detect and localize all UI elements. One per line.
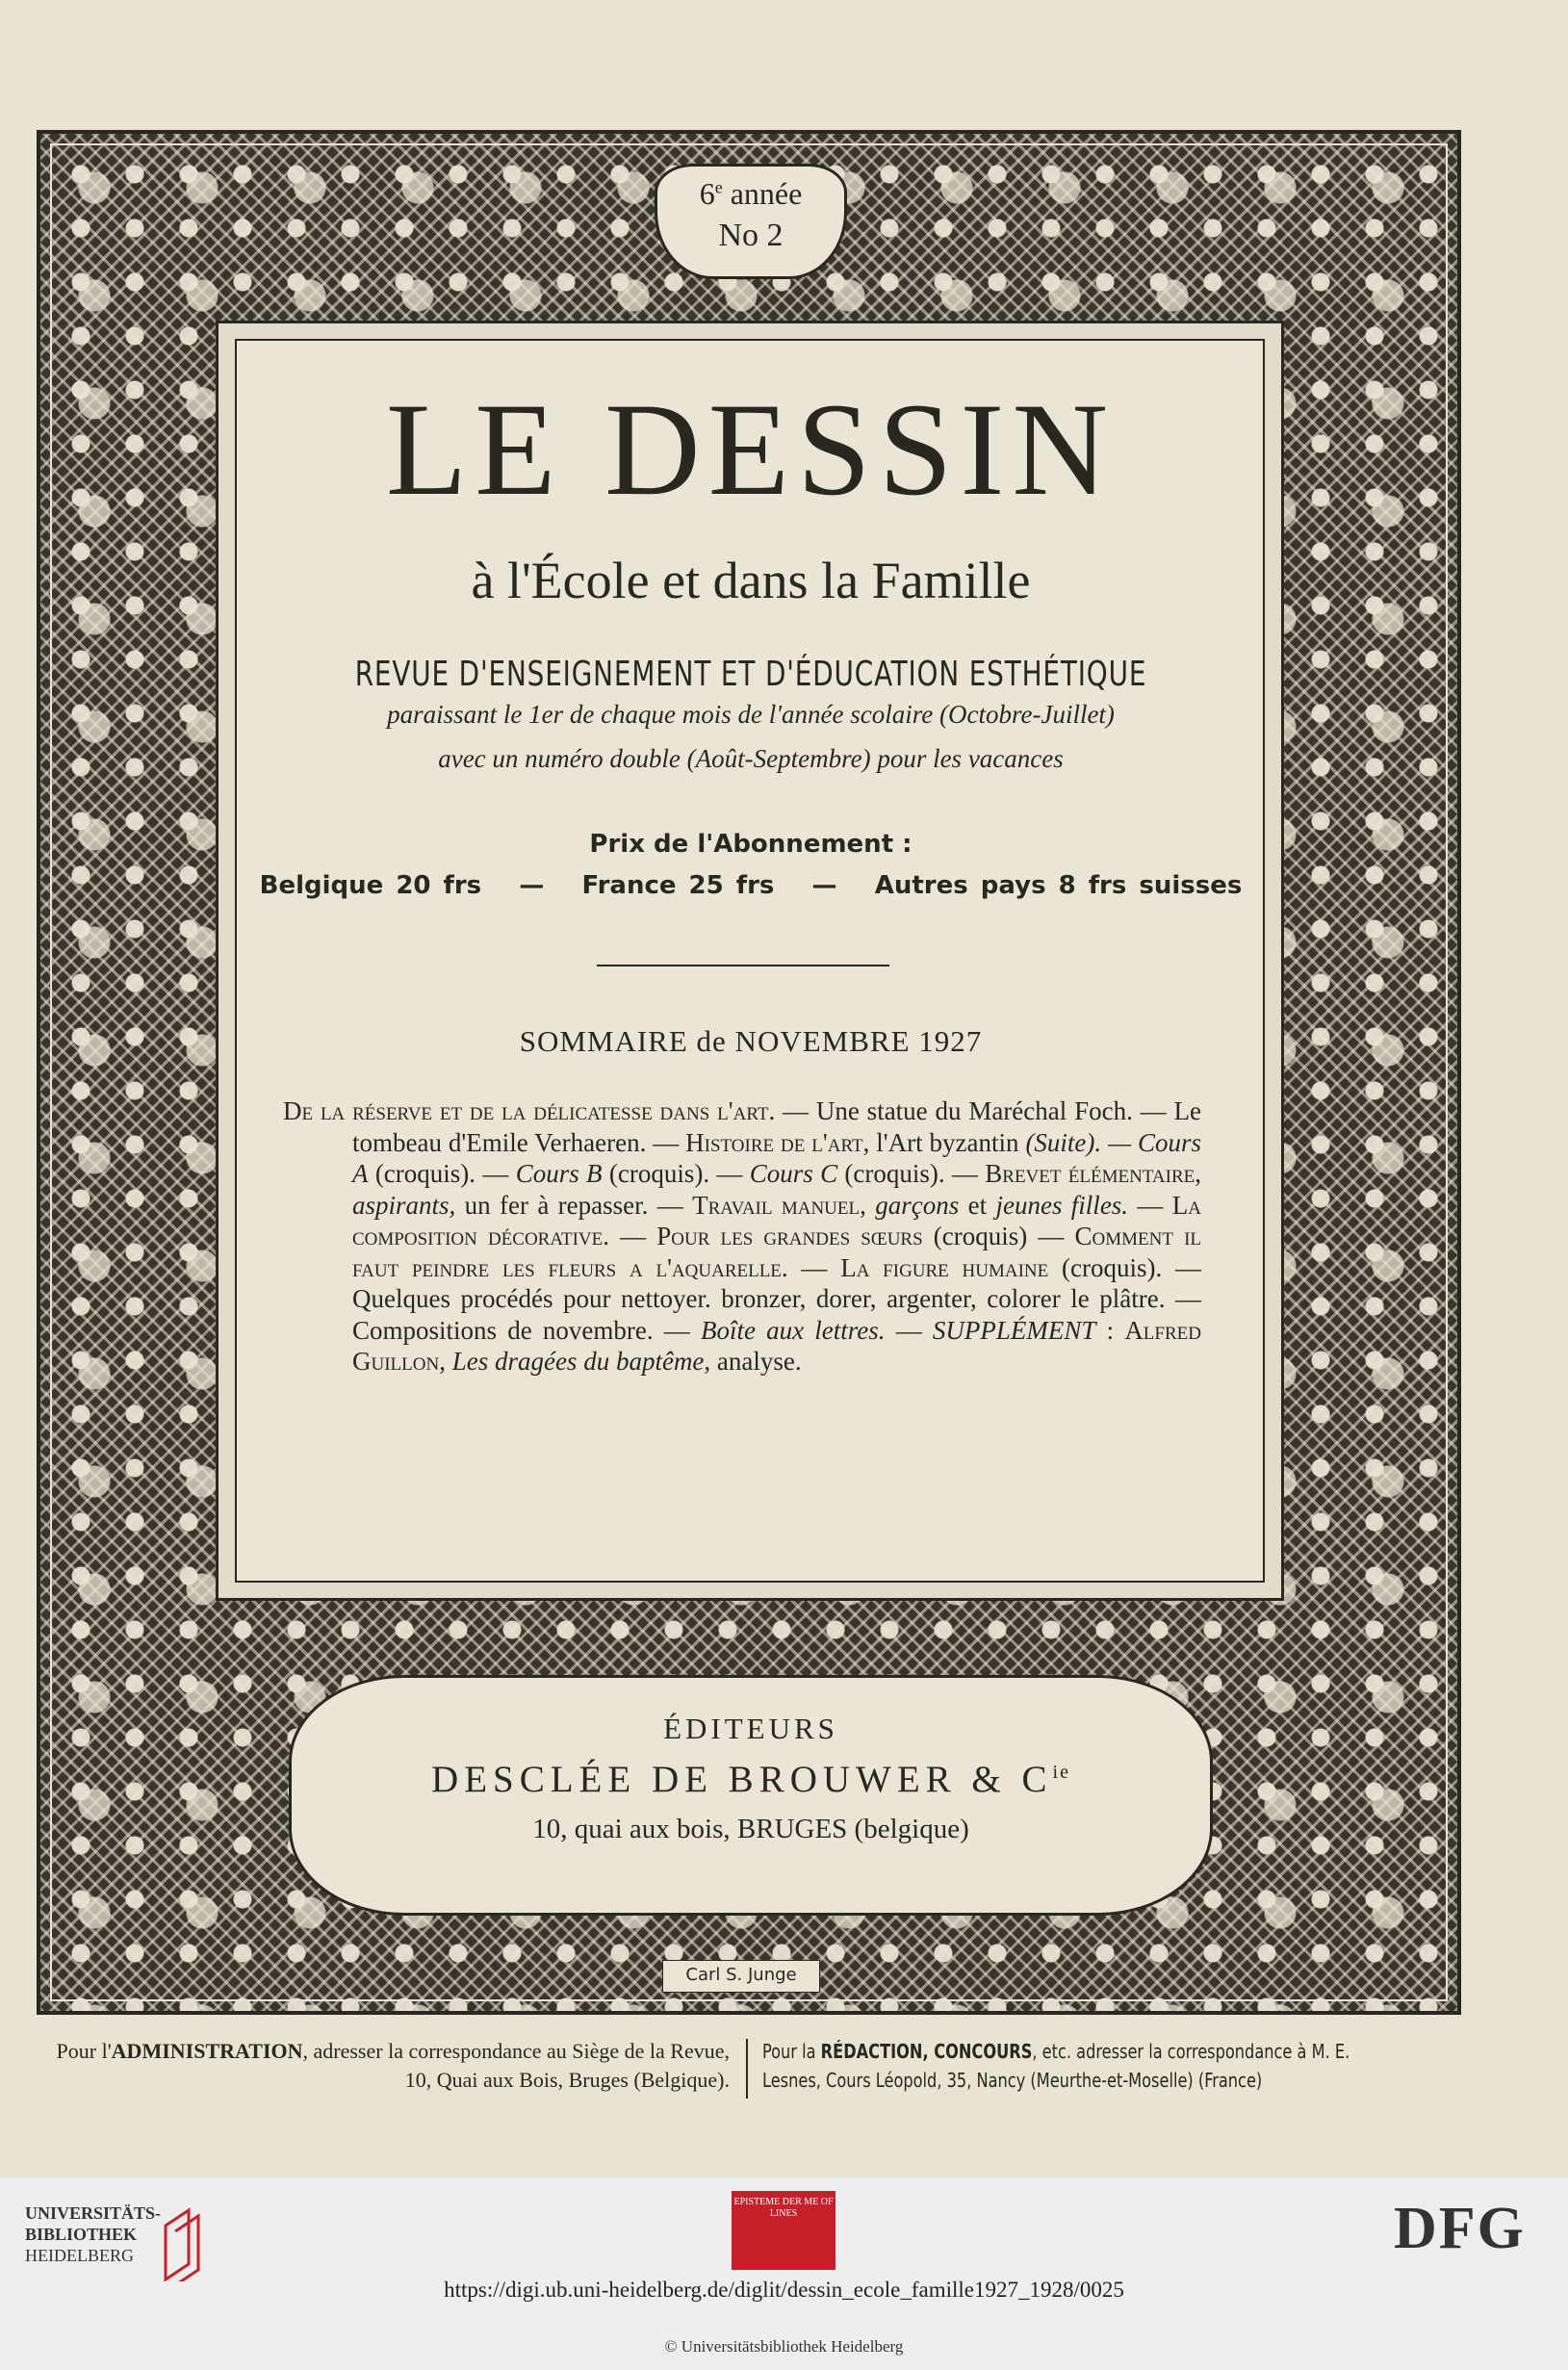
engraver-signature: Carl S. Junge — [662, 1960, 820, 1993]
subscription-prices: Belgique 20 frs — France 25 frs — Autres pays 8 frs suisses — [259, 871, 1243, 900]
library-mark-icon — [160, 2206, 206, 2281]
issue-cartouche — [655, 164, 847, 279]
summary-heading: SOMMAIRE de NOVEMBRE 1927 — [519, 1024, 983, 1058]
page-title: LE DESSIN — [385, 375, 1117, 523]
divider — [597, 965, 889, 966]
publisher-label: ÉDITEURS — [663, 1712, 838, 1745]
issue-number: No 2 — [718, 218, 784, 253]
title-panel — [235, 339, 1265, 1583]
revue-heading: REVUE D'ENSEIGNEMENT ET D'ÉDUCATION ESTHÉTIQUE — [354, 655, 1147, 694]
publisher-address: 10, quai aux bois, BRUGES (belgique) — [532, 1814, 969, 1844]
table-of-contents: De la réserve et de la délicatesse dans l'art. — Une statue du Maréchal Foch. — Le tombeau d'Emile Verhaeren. — Histoire de l'art, l'Art byzantin (Suite). — Cours A (croquis). — Cours B (croquis). — Cours C (croquis). — Brevet élémentaire, aspirants, un fer à repasser. — Travail manuel, garçons et jeunes filles. — La composition décorative. — Pour les grandes sœurs (croquis) — Comment il faut peindre les fleurs a l'aquarelle. — La figure humaine (croquis). — Quelques procédés pour nettoyer. bronzer, dorer, argenter, colorer le plâtre. — Compositions de novembre. — Boîte aux lettres. — SUPPLÉMENT : Alfred Guillon, Les dragées du baptême, analyse. — [283, 1096, 1202, 1376]
price-france: France 25 frs — [581, 871, 775, 900]
publisher-name: DESCLÉE DE BROUWER & $C^{ie}$ — [431, 1759, 1070, 1800]
permalink[interactable]: https://digi.ub.uni-heidelberg.de/diglit/dessin_ecole_famille1927_1928/0025 — [444, 2278, 1124, 2302]
price-other: Autres pays 8 frs suisses — [874, 871, 1243, 900]
price-belgique: Belgique 20 frs — [259, 871, 482, 900]
footer-divider — [746, 2039, 748, 2099]
publication-frequency: paraissant le 1er de chaque mois de l'année scolaire (Octobre-Juillet) — [387, 700, 1115, 729]
footer-administration: Pour l'ADMINISTRATION, adresser la correspondance au Siège de la Revue, 10, Quai aux Bois, Bruges (Belgique). — [56, 2039, 730, 2092]
copyright-notice: © Universitätsbibliothek Heidelberg — [664, 2337, 904, 2356]
subscription-label: Prix de l'Abonnement : — [589, 830, 913, 859]
epistem-logo[interactable]: EPISTEME DER ME OF LINES — [732, 2191, 835, 2270]
issue-year: 6e année — [699, 176, 803, 211]
double-issue-note: avec un numéro double (Août-Septembre) pour les vacances — [438, 744, 1064, 773]
page-subtitle: à l'École et dans la Famille — [471, 552, 1031, 609]
library-logo[interactable]: UNIVERSITÄTS- BIBLIOTHEK HEIDELBERG — [25, 2203, 161, 2266]
footer-redaction: Pour la RÉDACTION, CONCOURS, etc. adresser la correspondance à M. E. Lesnes, Cours Léopold, 35, Nancy (Meurthe-et-Moselle) (France) — [762, 2040, 1350, 2092]
dfg-logo[interactable]: DFG — [1394, 2196, 1526, 2261]
